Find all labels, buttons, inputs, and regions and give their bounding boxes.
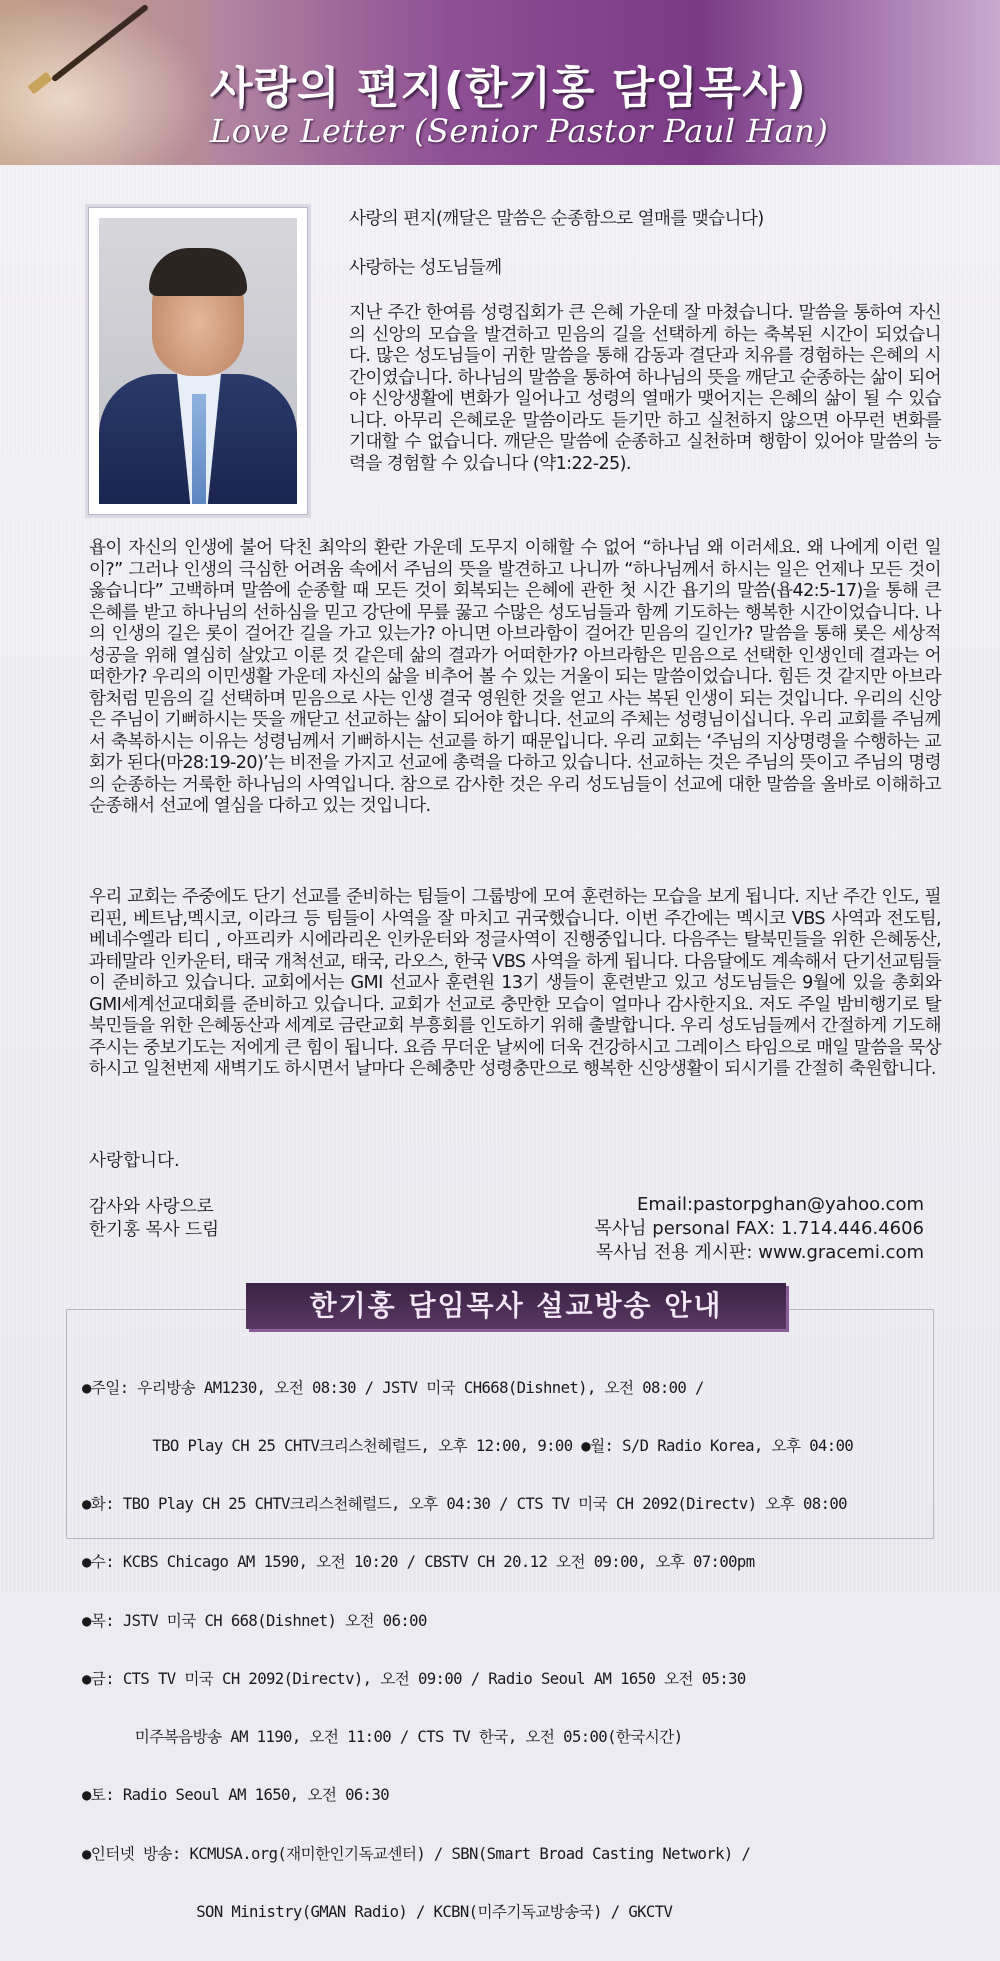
contact-fax: 목사님 personal FAX: 1.714.446.4606 — [594, 1218, 924, 1239]
broadcast-title: 한기홍 담임목사 설교방송 안내 — [309, 1289, 723, 1322]
letter-paragraph-2: 욥이 자신의 인생에 불어 닥친 최악의 환란 가운데 도무지 이해할 수 없어 “하나님 왜 이러세요. 왜 나에게 이런 일이?” 그러나 인생의 극심한 어려움 속에서 주님의 뜻을 발견하고 나니까 “하나님께서 하시는 일은 언제나 모든 것이 옳습니다” 고백하며 말씀에 순종할 때 모든 것이 회복되는 은혜에 관한 첫 시간 욥기의 말씀(욥42:5-17)을 통해 큰 은혜를 받고 하나님의 선하심을 믿고 강단에 무릎 꿇고 수많은 성도님들과 함께 기도하는 행복한 시간이었습니다. 나의 인생의 길은 롯이 걸어간 길을 가고 있는가? 아니면 아브라함이 걸어간 믿음의 길인가? 말씀을 통해 롯은 세상적 성공을 위해 열심히 살았고 이룬 것 같은데 삶의 결과가 어떠한가? 아브라함은 믿음으로 선택한 인생인데 결과는 어떠한가? 우리의 이민생활 가운데 자신의 삶을 비추어 볼 수 있는 거울이 되는 말씀이었습니다. 힘든 것 같지만 아브라함처럼 믿음의 길 선택하며 믿음으로 사는 인생 결국 영원한 것을 얻고 사는 복된 인생이 되는 것입니다. 우리의 신앙은 주님이 기뻐하시는 뜻을 깨닫고 선교하는 삶이 되어야 합니다. 선교의 주체는 성령님이십니다. 우리 교회를 주님께서 축복하시는 이유는 성령님께서 기뻐하시는 선교를 하기 때문입니다. 우리 교회는 ‘주님의 지상명령을 수행하는 교회가 된다(마28:19-20)’는 비전을 가지고 선교에 총력을 다하고 있습니다. 선교하는 것은 주님의 뜻이고 주님의 명령의 순종하는 거룩한 하나님의 사역입니다. 참으로 감사한 것은 우리 성도님들이 선교에 대한 말씀을 올바로 이해하고 순종해서 선교에 열심을 다하고 있는 것입니다. — [89, 538, 941, 816]
schedule-line: ●주일: 우리방송 AM1230, 오전 08:30 / JSTV 미국 CH668(Dishnet), 오전 08:00 / — [82, 1378, 704, 1397]
schedule-line: SON Ministry(GMAN Radio) / KCBN(미주기독교방송국) / GKCTV — [82, 1902, 673, 1921]
schedule-line: ●화: TBO Play CH 25 CHTV크리스천헤럴드, 오후 04:30 / CTS TV 미국 CH 2092(Directv) 오후 08:00 — [82, 1495, 847, 1514]
signature-line-1: 감사와 사랑으로 — [89, 1197, 214, 1217]
letter-heading: 사랑의 편지(깨달은 말씀은 순종함으로 열매를 맺습니다) — [349, 209, 764, 229]
schedule-line: ●인터넷 방송: KCMUSA.org(재미한인기독교센터) / SBN(Smart Broad Casting Network) / — [82, 1844, 751, 1863]
schedule-line: 미주복음방송 AM 1190, 오전 11:00 / CTS TV 한국, 오전 05:00(한국시간) — [82, 1728, 683, 1747]
contact-board: 목사님 전용 게시판: www.gracemi.com — [595, 1242, 924, 1263]
photo-hair — [149, 248, 247, 296]
photo-tie — [192, 394, 206, 504]
schedule-line: ●목: JSTV 미국 CH 668(Dishnet) 오전 06:00 — [82, 1611, 427, 1630]
schedule-line: ●금: CTS TV 미국 CH 2092(Directv), 오전 09:00 / Radio Seoul AM 1650 오전 05:30 — [82, 1669, 746, 1688]
page-title: 사랑의 편지(한기홍 담임목사) — [210, 63, 807, 114]
schedule-line: ●토: Radio Seoul AM 1650, 오전 06:30 — [82, 1786, 390, 1805]
contact-info — [594, 1193, 924, 1265]
letter-paragraph-1: 지난 주간 한여름 성령집회가 큰 은혜 가운데 잘 마쳤습니다. 말씀을 통하여 자신의 신앙의 모습을 발견하고 믿음의 길을 선택하게 하는 축복된 시간이 되었습니다. 많은 성도님들이 귀한 말씀을 통해 감동과 결단과 치유를 경험하는 은혜의 시간이였습니다. 하나님의 말씀을 통하여 하나님의 뜻을 깨닫고 순종하는 삶이 되어야 신앙생활에 변화가 일어나고 성령의 열매가 맺어지는 은혜의 삶이 될 수 있습니다. 아무리 은혜로운 말씀이라도 듣기만 하고 실천하지 않으면 아무런 변화를 기대할 수 없습니다. 깨닫은 말씀에 순종하고 실천하며 행함이 있어야 말씀의 능력을 경험할 수 있습니다 (약1:22-25). — [349, 303, 941, 474]
pastor-photo-frame — [88, 207, 308, 515]
pen-nib — [27, 72, 52, 95]
letter-greeting: 사랑하는 성도님들께 — [349, 258, 502, 278]
header-banner — [0, 0, 1000, 165]
letter-closing: 사랑합니다. — [89, 1151, 180, 1171]
pen-body — [51, 4, 149, 83]
broadcast-schedule — [82, 1340, 853, 1961]
pastor-photo — [99, 218, 297, 504]
contact-email: Email:pastorpghan@yahoo.com — [637, 1194, 924, 1215]
letter-paragraph-3: 우리 교회는 주중에도 단기 선교를 준비하는 팀들이 그룹방에 모여 훈련하는 모습을 보게 됩니다. 지난 주간 인도, 필리핀, 베트남,멕시코, 이라크 등 팀들이 사역을 잘 마치고 귀국했습니다. 이번 주간에는 멕시코 VBS 사역과 전도팀, 베네수엘라 티디 , 아프리카 시에라리온 인카운터와 정글사역이 진행중입니다. 다음주는 탈북민들을 위한 은혜동산, 과테말라 인카운터, 태국 개척선교, 태국, 라오스, 한국 VBS 사역을 하게 됩니다. 다음달에도 계속해서 단기선교팀들이 준비하고 있습니다. 교회에서는 GMI 선교사 훈련원 13기 생들이 훈련받고 있고 성도님들은 9월에 있을 총회와 GMI세계선교대회를 준비하고 있습니다. 교회가 선교로 충만한 모습이 얼마나 감사한지요. 저도 주일 밤비행기로 탈북민들을 위한 은혜동산과 세계로 금란교회 부흥회를 인도하기 위해 출발합니다. 우리 성도님들께서 간절하게 기도해 주시는 중보기도는 저에게 큰 힘이 됩니다. 요즘 무더운 날씨에 더욱 건강하시고 그레이스 타임으로 매일 말씀을 묵상하시고 일천번제 새벽기도 하시면서 날마다 은혜충만 성령충만으로 행복한 신앙생활이 되시기를 간절히 축원합니다. — [89, 887, 941, 1079]
page-subtitle: Love Letter (Senior Pastor Paul Han) — [210, 112, 829, 150]
schedule-line: TBO Play CH 25 CHTV크리스천헤럴드, 오후 12:00, 9:00 ●월: S/D Radio Korea, 오후 04:00 — [82, 1437, 854, 1456]
schedule-line: ●수: KCBS Chicago AM 1590, 오전 10:20 / CBSTV CH 20.12 오전 09:00, 오후 07:00pm — [82, 1553, 755, 1572]
signature-line-2: 한기홍 목사 드림 — [89, 1220, 220, 1240]
fountain-pen-illustration — [0, 0, 210, 165]
